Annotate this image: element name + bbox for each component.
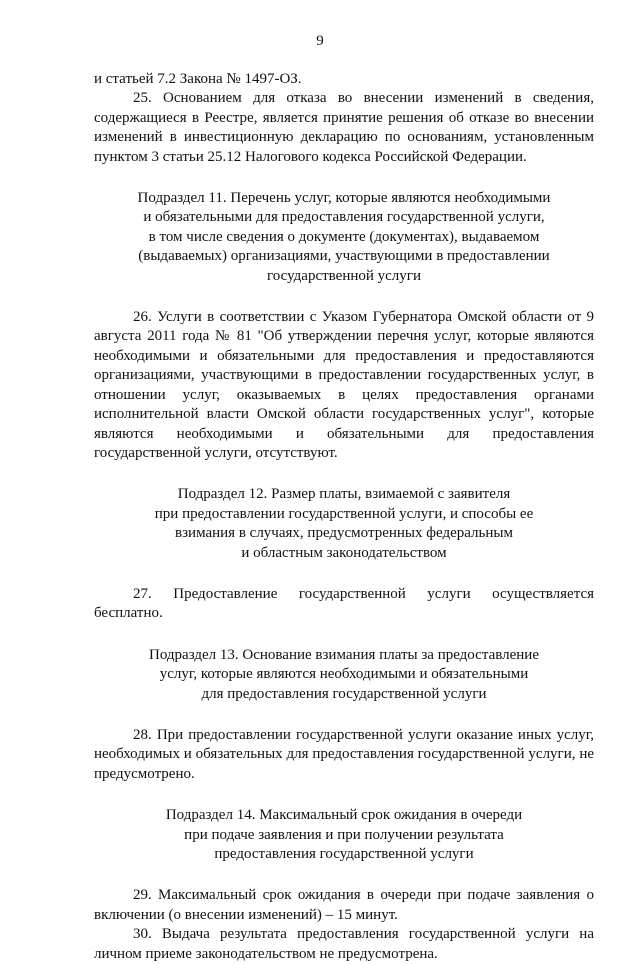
heading-line: государственной услуги xyxy=(267,267,421,284)
heading-line: при предоставлении государственной услуги, и способы ее xyxy=(154,505,534,522)
paragraph-continuation: и статьей 7.2 Закона № 1497-ОЗ. xyxy=(94,71,302,87)
subsection-11-heading xyxy=(94,189,594,286)
heading-line: (выдаваемых) организациями, участвующими в предоставлении xyxy=(138,248,550,265)
subsection-12-heading xyxy=(94,485,594,563)
heading-line: и обязательными для предоставления государственной услуги, xyxy=(143,209,545,226)
paragraph-27: 27. Предоставление государственной услуги осуществляется бесплатно. xyxy=(94,585,594,622)
heading-line: взимания в случаях, предусмотренных федеральным xyxy=(175,525,513,542)
heading-line: Подраздел 11. Перечень услуг, которые являются необходимыми xyxy=(137,190,551,207)
heading-line: услуг, которые являются необходимыми и обязательными xyxy=(159,666,529,683)
paragraph-26: 26. Услуги в соответствии с Указом Губернатора Омской области от 9 августа 2011 года № 81 "Об утверждении перечня услуг, которые являются необходимыми и обязательными для предоставления и предоставляются организациями, участвующими в предоставлении государственных услуг, в отношении услуг, оказываемых в целях предоставления органами исполнительной власти Омской области государственных услуг", которые являются необходимыми и обязательными для предоставления государственной услуги, отсутствуют. xyxy=(94,309,594,461)
heading-line: Подраздел 14. Максимальный срок ожидания в очереди xyxy=(165,807,523,824)
heading-line: Подраздел 12. Размер платы, взимаемой с заявителя xyxy=(177,486,511,503)
paragraph-28: 28. При предоставлении государственной услуги оказание иных услуг, необходимых и обязательных для предоставления государственной услуги, не предусмотрено. xyxy=(94,726,594,782)
heading-line: в том числе сведения о документе (документах), выдаваемом xyxy=(148,228,540,245)
paragraph-25: 25. Основанием для отказа во внесении изменений в сведения, содержащиеся в Реестре, является принятие решения об отказе во внесении изменений в инвестиционную декларацию по основаниям, установленным пунктом 3 статьи 25.12 Налогового кодекса Российской Федерации. xyxy=(94,90,594,165)
heading-line: предоставления государственной услуги xyxy=(214,846,474,862)
subsection-14-heading xyxy=(94,806,594,864)
heading-line: и областным законодательством xyxy=(241,544,447,561)
document-body xyxy=(94,70,594,964)
paragraph-30: 30. Выдача результата предоставления государственной услуги на личном приеме законодательством не предусмотрена. xyxy=(94,926,594,962)
subsection-13-heading xyxy=(94,646,594,704)
heading-line: Подраздел 13. Основание взимания платы за предоставление xyxy=(149,646,539,663)
page-number: 9 xyxy=(316,33,324,49)
heading-line: при подаче заявления и при получении результата xyxy=(184,826,504,843)
heading-line: для предоставления государственной услуги xyxy=(201,685,487,702)
paragraph-29: 29. Максимальный срок ожидания в очереди при подаче заявления о включении (о внесении изменений) – 15 минут. xyxy=(94,887,594,923)
